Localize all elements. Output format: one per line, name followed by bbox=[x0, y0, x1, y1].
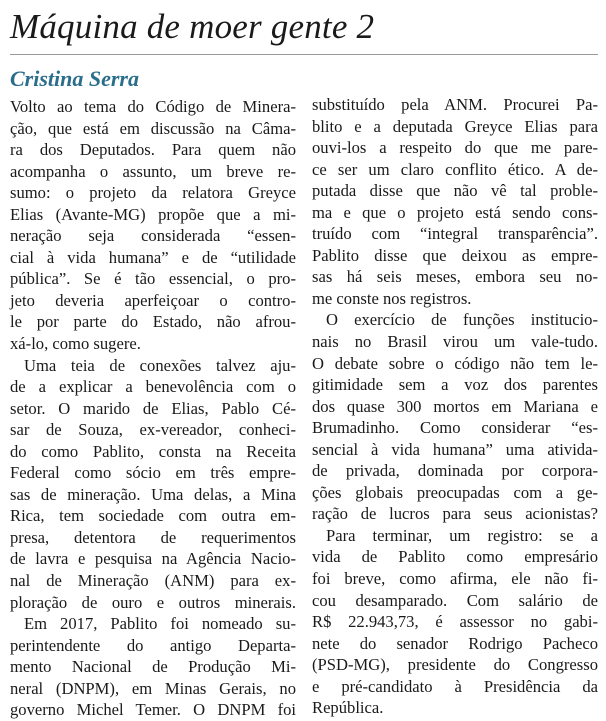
body-text-line: le por parte do Estado, não afrou- bbox=[10, 312, 296, 332]
author-byline: Cristina Serra bbox=[10, 66, 139, 91]
body-text-line: de a explicar a benevolência com o bbox=[10, 377, 296, 397]
body-text-line: substituído pela ANM. Procurei Pa- bbox=[312, 95, 598, 114]
body-text-line: sas há seis meses, embora seu no- bbox=[312, 267, 598, 287]
body-text-line: nais no Brasil virou um vale-tudo. bbox=[312, 332, 598, 352]
body-text-line: ploração de ouro e outros minerais. bbox=[10, 592, 296, 612]
body-text-line: R$ 22.943,73, é assessor no gabi- bbox=[312, 612, 598, 632]
body-text-line: de privada, dominada por corpora- bbox=[312, 461, 598, 481]
body-text-line: neração seja considerada “essen- bbox=[10, 226, 296, 246]
body-text-line: gitimidade sem a voz dos parentes bbox=[312, 375, 598, 395]
body-text-line: de lavra e pesquisa na Agência Nacio- bbox=[10, 549, 296, 569]
body-text-line: nete do senador Rodrigo Pacheco bbox=[312, 633, 598, 653]
body-text-line: Para terminar, um registro: se a bbox=[326, 525, 598, 545]
body-text-line: pública”. Se é tão essencial, o pro- bbox=[10, 269, 296, 289]
body-text-line: ra dos Deputados. Para quem não bbox=[10, 140, 296, 160]
body-text-line: neral (DNPM), em Minas Gerais, no bbox=[10, 678, 296, 698]
body-text-line: Rica, tem sociedade com outra em- bbox=[10, 506, 296, 526]
body-text-line: ção, que está em discussão na Câma- bbox=[10, 118, 296, 138]
body-text-line: sumo: o projeto da relatora Greyce bbox=[10, 183, 296, 203]
body-text-line: ma e que o projeto está sendo cons- bbox=[312, 202, 598, 222]
body-text-line: me conste nos registros. bbox=[312, 288, 472, 308]
body-text-line: ração de lucros para seus acionistas? bbox=[312, 504, 598, 524]
body-text-line: ce ser um claro conflito ético. A de- bbox=[312, 159, 598, 179]
body-text-line: Volto ao tema do Código de Minera- bbox=[10, 97, 296, 116]
article-headline: Máquina de moer gente 2 bbox=[10, 7, 375, 46]
body-text-line: Pablito disse que deixou as empre- bbox=[312, 245, 598, 265]
body-text-line: Em 2017, Pablito foi nomeado su- bbox=[24, 614, 296, 634]
body-text-line: do como Pablito, consta na Receita bbox=[10, 441, 296, 461]
body-text-line: governo Michel Temer. O DNPM foi bbox=[10, 700, 296, 720]
body-text-line: cou desamparado. Com salário de bbox=[312, 590, 598, 610]
body-text-line: acompanha o assunto, um breve re- bbox=[10, 161, 296, 181]
body-text-line: (PSD-MG), presidente do Congresso bbox=[312, 655, 598, 675]
body-text-line: República. bbox=[312, 698, 384, 718]
body-text-line: blito e a deputada Greyce Elias para bbox=[312, 116, 598, 136]
body-text-line: perintendente do antigo Departa- bbox=[10, 635, 296, 655]
body-text-line: truído com “integral transparência”. bbox=[312, 224, 598, 244]
body-text-line: vida de Pablito como empresário bbox=[312, 547, 598, 567]
body-text-line: sar de Souza, ex-vereador, conheci- bbox=[10, 420, 296, 440]
body-text-line: Uma teia de conexões talvez aju- bbox=[24, 355, 296, 375]
body-text-line: ções globais preocupadas com a ge- bbox=[312, 482, 598, 502]
body-text-line: Brumadinho. Como considerar “es- bbox=[312, 418, 598, 438]
body-text-line: ouvi-los a respeito do que me pare- bbox=[312, 138, 598, 158]
body-text-line: O debate sobre o código não tem le- bbox=[312, 353, 598, 373]
body-text-line: jeto deveria aperfeiçoar o contro- bbox=[10, 290, 296, 310]
body-text-line: presa, detentora de requerimentos bbox=[10, 527, 296, 547]
body-text-line: xá-lo, como sugere. bbox=[10, 334, 141, 354]
headline-divider bbox=[10, 54, 598, 55]
body-text-line: nal de Mineração (ANM) para ex- bbox=[10, 571, 296, 591]
body-text-line: sencial à vida humana” uma ativida- bbox=[312, 439, 598, 459]
body-text-line: O exercício de funções institucio- bbox=[326, 310, 598, 330]
body-column-left bbox=[10, 96, 296, 721]
body-text-line: dos quase 300 mortos em Mariana e bbox=[312, 396, 598, 416]
body-text-line: e pré-candidato à Presidência da bbox=[312, 676, 598, 696]
body-text-line: cial à vida humana” e de “utilidade bbox=[10, 247, 296, 267]
body-text-line: foi breve, como afirma, ele não fi- bbox=[312, 569, 598, 589]
body-text-line: Federal como sócio em três empre- bbox=[10, 463, 296, 483]
body-text-line: mento Nacional de Produção Mi- bbox=[10, 657, 296, 677]
body-column-right bbox=[312, 94, 598, 719]
body-text-line: Elias (Avante-MG) propõe que a mi- bbox=[10, 204, 296, 224]
body-text-line: sas de mineração. Uma delas, a Mina bbox=[10, 484, 296, 504]
body-text-line: setor. O marido de Elias, Pablo Cé- bbox=[10, 398, 296, 418]
body-text-line: putada disse que não vê tal proble- bbox=[312, 181, 598, 201]
